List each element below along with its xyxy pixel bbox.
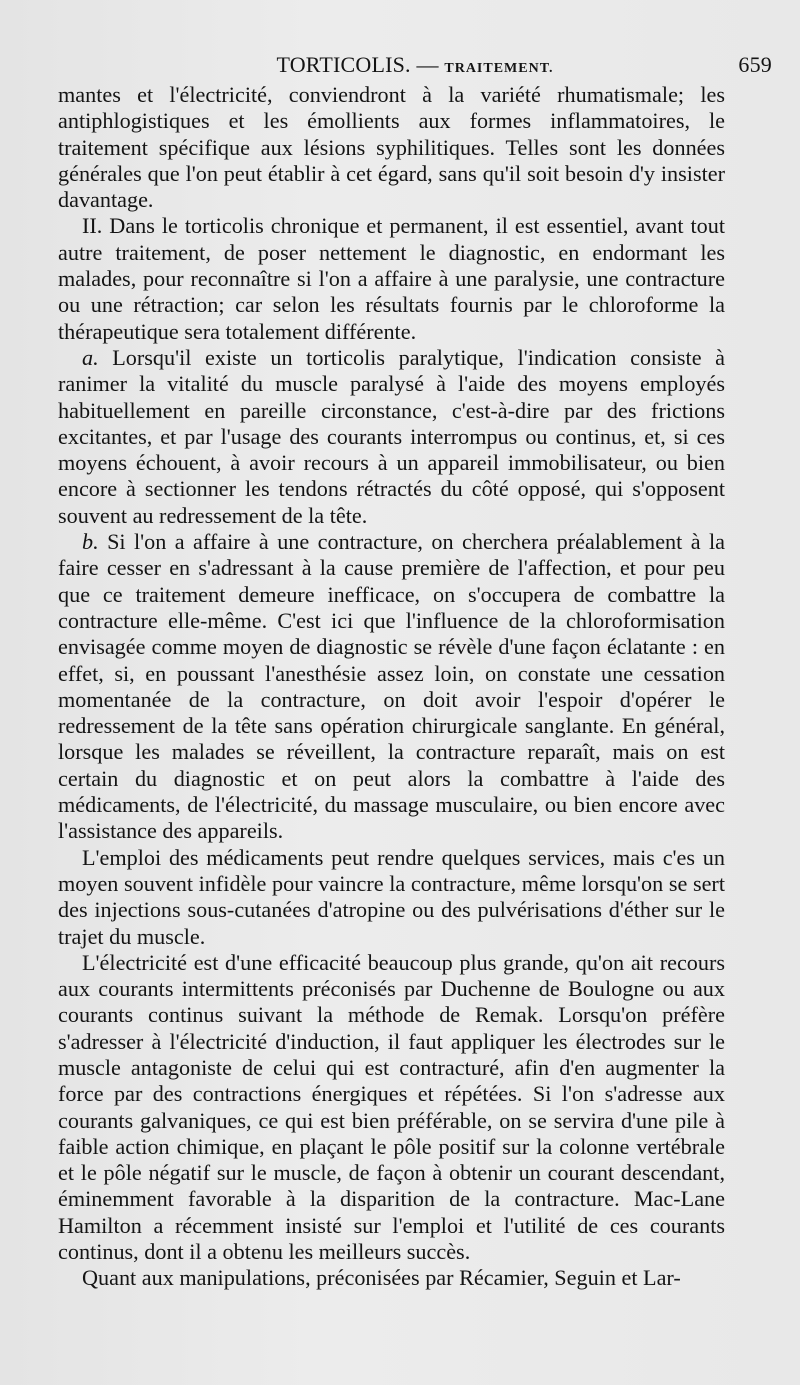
paragraph-2-text: II. Dans le torticolis chronique et permanent, il est essentiel, avant tout autre traitement, de poser nettement le diagnostic, en endormant les malades, pour reconnaître si l'on a affaire à une paralysie, une contracture ou une rétraction; car selon les résultats fournis par le chloroforme la thérapeutique sera totalement différente. — [58, 213, 725, 344]
paragraph-5 — [58, 845, 725, 950]
paragraph-7 — [58, 1265, 725, 1291]
title-dash: — — [416, 52, 439, 77]
running-head-title — [58, 52, 772, 78]
paragraph-3 — [58, 345, 725, 529]
page-number: 659 — [738, 52, 772, 77]
paragraph-4 — [58, 529, 725, 845]
paragraph-3-label: a. — [82, 344, 99, 370]
paragraph-4-label: b. — [82, 529, 99, 555]
body-text — [58, 82, 725, 1292]
paragraph-1 — [58, 82, 725, 213]
chapter-title: TORTICOLIS. — [276, 52, 411, 77]
paragraph-6 — [58, 950, 725, 1266]
paragraph-2 — [58, 213, 725, 344]
paragraph-1-text: mantes et l'électricité, conviendront à la variété rhumatismale; les antiphlogistiques et les émollients aux formes inflammatoires, le traitement spécifique aux lésions syphilitiques. Telles sont les données générales que l'on peut établir à cet égard, sans qu'il soit besoin d'y insister davantage. — [58, 82, 725, 213]
paragraph-5-text: L'emploi des médicaments peut rendre quelques services, mais c'es un moyen souvent infidèle pour vaincre la contracture, même lorsqu'on se sert des injections sous-cutanées d'atropine ou des pulvérisations d'éther sur le trajet du muscle. — [58, 844, 725, 949]
paragraph-6-text: L'électricité est d'une efficacité beaucoup plus grande, qu'on ait recours aux courants intermittents préconisés par Duchenne de Boulogne ou aux courants continus suivant la méthode de Remak. Lorsqu'on préfère s'adresser à l'électricité d'induction, il faut appliquer les électrodes sur le muscle antagoniste de celui qui est contracturé, afin d'en augmenter la force par des contractions énergiques et répétées. Si l'on s'adresse aux courants galvaniques, ce qui est bien préférable, on se servira d'une pile à faible action chimique, en plaçant le pôle positif sur la colonne vertébrale et le pôle négatif sur le muscle, de façon à obtenir un courant descendant, éminemment favorable à la disparition de la contracture. Mac-Lane Hamilton a récemment insisté sur l'emploi et l'utilité de ces courants continus, dont il a obtenu les meilleurs succès. — [58, 949, 725, 1265]
section-subtitle: TRAITEMENT. — [444, 61, 554, 76]
paragraph-4-text: Si l'on a affaire à une contracture, on cherchera préalablement à la faire cesser en s'adressant à la cause première de l'affection, et pour peu que ce traitement demeure inefficace, on s'occupera de combattre la contracture elle-même. C'est ici que l'influence de la chloroformisation envisagée comme moyen de diagnostic se révèle d'une façon éclatante : en effet, si, en poussant l'anesthésie assez loin, on constate une cessation momentanée de la contracture, on doit avoir l'espoir d'opérer le redressement de la tête sans opération chirurgicale sanglante. En général, lorsque les malades se réveillent, la contracture reparaît, mais on est certain du diagnostic et on peut alors la combattre à l'aide des médicaments, de l'électricité, du massage musculaire, ou bien encore avec l'assistance des appareils. — [58, 529, 725, 844]
paragraph-3-text: Lorsqu'il existe un torticolis paralytique, l'indication consiste à ranimer la vitalité du muscle paralysé à l'aide des moyens employés habituellement en pareille circonstance, c'est-à-dire par des frictions excitantes, et par l'usage des courants interrompus ou continus, et, si ces moyens échouent, à avoir recours à un appareil immobilisateur, ou bien encore à sectionner les tendons rétractés du côté opposé, qui s'opposent souvent au redressement de la tête. — [58, 344, 725, 528]
running-head — [58, 52, 772, 82]
paragraph-7-text: Quant aux manipulations, préconisées par Récamier, Seguin et Lar- — [82, 1265, 681, 1291]
